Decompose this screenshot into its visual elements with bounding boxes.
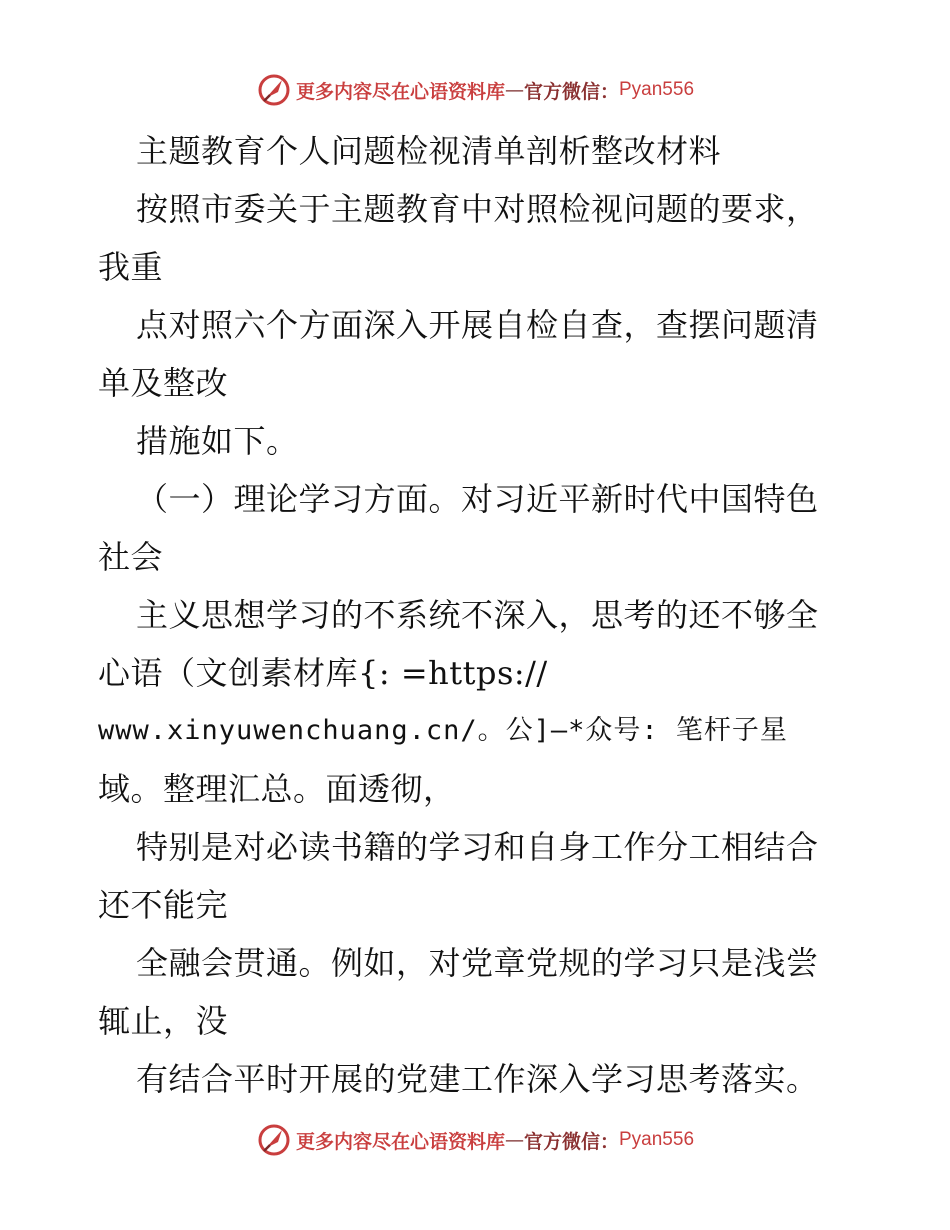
footer-wechat-id: Pyan556 [619, 1129, 695, 1150]
header-wechat-label: 官方微信： [523, 80, 619, 103]
paragraph-line: 社会 [98, 538, 164, 576]
footer-brand-text: 更多内容尽在心语资料库 [295, 1130, 505, 1153]
quill-logo-icon [256, 1122, 292, 1158]
header-wechat-id: Pyan556 [619, 79, 695, 100]
header-banner [0, 70, 950, 110]
paragraph-line: （一）理论学习方面。对习近平新时代中国特色 [136, 480, 819, 518]
paragraph-line: 点对照六个方面深入开展自检自查，查摆问题清 [136, 306, 819, 344]
quill-logo-icon [256, 72, 292, 108]
paragraph-line: 还不能完 [98, 886, 229, 924]
paragraph-line: 心语（文创素材库{: =https:// [98, 654, 548, 692]
header-brand-text: 更多内容尽在心语资料库 [295, 80, 505, 103]
header-separator: — [504, 79, 524, 101]
paragraph-line: 有结合平时开展的党建工作深入学习思考落实。 [136, 1060, 819, 1098]
footer-wechat-label: 官方微信： [523, 1130, 619, 1153]
paragraph-line: 措施如下。 [136, 422, 299, 460]
document-body [98, 122, 858, 1108]
paragraph-line: 域。整理汇总。面透彻， [98, 770, 456, 808]
footer-banner [0, 1120, 950, 1160]
paragraph-line: 全融会贯通。例如，对党章党规的学习只是浅尝 [136, 944, 819, 982]
paragraph-line: 辄止，没 [98, 1002, 229, 1040]
paragraph-line: 主义思想学习的不系统不深入，思考的还不够全 [136, 596, 819, 634]
paragraph-line: 我重 [98, 248, 164, 286]
paragraph-line: 特别是对必读书籍的学习和自身工作分工相结合 [136, 828, 819, 866]
footer-separator: — [504, 1129, 524, 1151]
paragraph-line-url: www.xinyuwenchuang.cn/。公]—*众号: 笔杆子星 [98, 715, 788, 746]
paragraph-line: 按照市委关于主题教育中对照检视问题的要求， [136, 190, 819, 228]
paragraph-line: 单及整改 [98, 364, 229, 402]
document-title: 主题教育个人问题检视清单剖析整改材料 [136, 132, 722, 170]
